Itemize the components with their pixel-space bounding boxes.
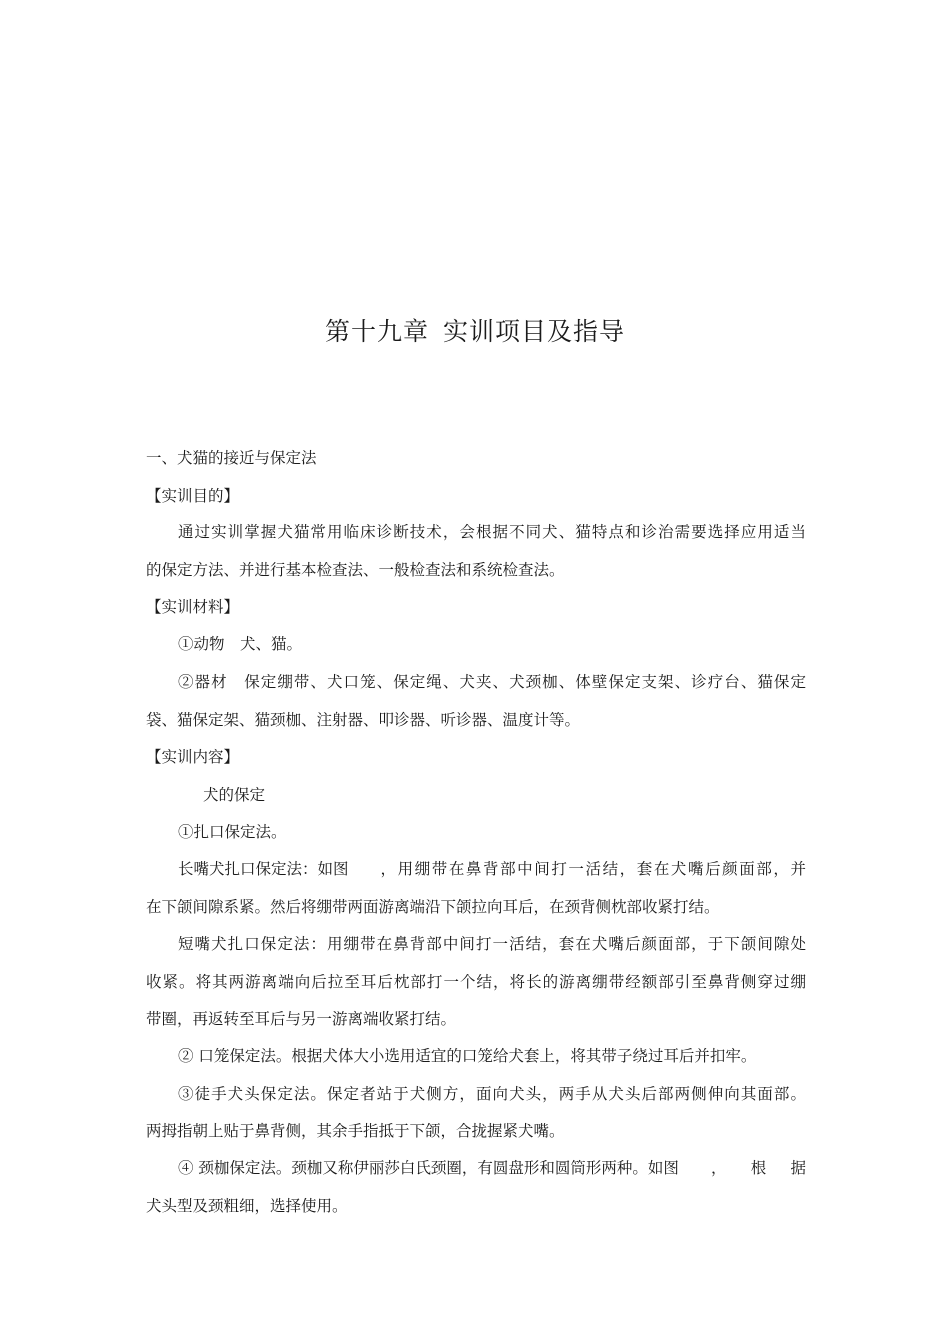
content-heading: 【实训内容】 xyxy=(146,748,240,766)
chapter-number: 第十九章 xyxy=(324,317,429,346)
figure-reference-gap xyxy=(349,858,381,880)
chapter-title xyxy=(0,314,950,350)
long-snout-line-1 xyxy=(178,858,806,880)
chapter-title-text: 实训项目及指导 xyxy=(443,317,626,346)
long-snout-line-1-start: 长嘴犬扎口保定法：如图 xyxy=(178,860,349,878)
objective-paragraph-line-2: 的保定方法、并进行基本检查法、一般检查法和系统检查法。 xyxy=(146,561,565,579)
collar-line-1-end: ，根据 xyxy=(710,1159,806,1177)
mouth-tie-heading: ①扎口保定法。 xyxy=(178,823,287,841)
materials-equipment-line-2: 袋、猫保定架、猫颈枷、注射器、叩诊器、听诊器、温度计等。 xyxy=(146,711,581,729)
objective-paragraph-line-1: 通过实训掌握犬猫常用临床诊断技术，会根据不同犬、猫特点和诊治需要选择应用适当 xyxy=(178,523,806,541)
collar-line-1-start: ④ 颈枷保定法。颈枷又称伊丽莎白氏颈圈，有圆盘形和圆筒形两种。如图 xyxy=(178,1159,679,1177)
figure-reference-gap-2 xyxy=(679,1157,711,1179)
materials-heading: 【实训材料】 xyxy=(146,598,240,616)
hand-restraint-line-2: 两拇指朝上贴于鼻背侧，其余手指抵于下颌，合拢握紧犬嘴。 xyxy=(146,1122,565,1140)
materials-equipment-line-1: ②器材 保定绷带、犬口笼、保定绳、犬夹、犬颈枷、体壁保定支架、诊疗台、猫保定 xyxy=(178,673,806,691)
collar-line-2: 犬头型及颈粗细，选择使用。 xyxy=(146,1197,348,1215)
dog-restraint-heading: 犬的保定 xyxy=(203,786,266,804)
collar-line-1 xyxy=(178,1157,806,1179)
short-snout-line-3: 带圈，再返转至耳后与另一游离端收紧打结。 xyxy=(146,1010,457,1028)
short-snout-line-1: 短嘴犬扎口保定法：用绷带在鼻背部中间打一活结，套在犬嘴后颜面部，于下颌间隙处 xyxy=(178,935,806,953)
short-snout-line-2: 收紧。将其两游离端向后拉至耳后枕部打一个结，将长的游离绷带经额部引至鼻背侧穿过绷 xyxy=(146,973,806,991)
section-heading: 一、犬猫的接近与保定法 xyxy=(146,449,317,467)
muzzle-paragraph: ② 口笼保定法。根据犬体大小选用适宜的口笼给犬套上，将其带子绕过耳后并扣牢。 xyxy=(178,1047,757,1065)
materials-animals: ①动物 犬、猫。 xyxy=(178,635,303,653)
long-snout-line-1-end: ，用绷带在鼻背部中间打一活结，套在犬嘴后颜面部，并 xyxy=(380,860,806,878)
objective-heading: 【实训目的】 xyxy=(146,487,240,505)
long-snout-line-2: 在下颌间隙系紧。然后将绷带两面游离端沿下颌拉向耳后，在颈背侧枕部收紧打结。 xyxy=(146,898,720,916)
hand-restraint-line-1: ③徒手犬头保定法。保定者站于犬侧方，面向犬头，两手从犬头后部两侧伸向其面部。 xyxy=(178,1085,806,1103)
